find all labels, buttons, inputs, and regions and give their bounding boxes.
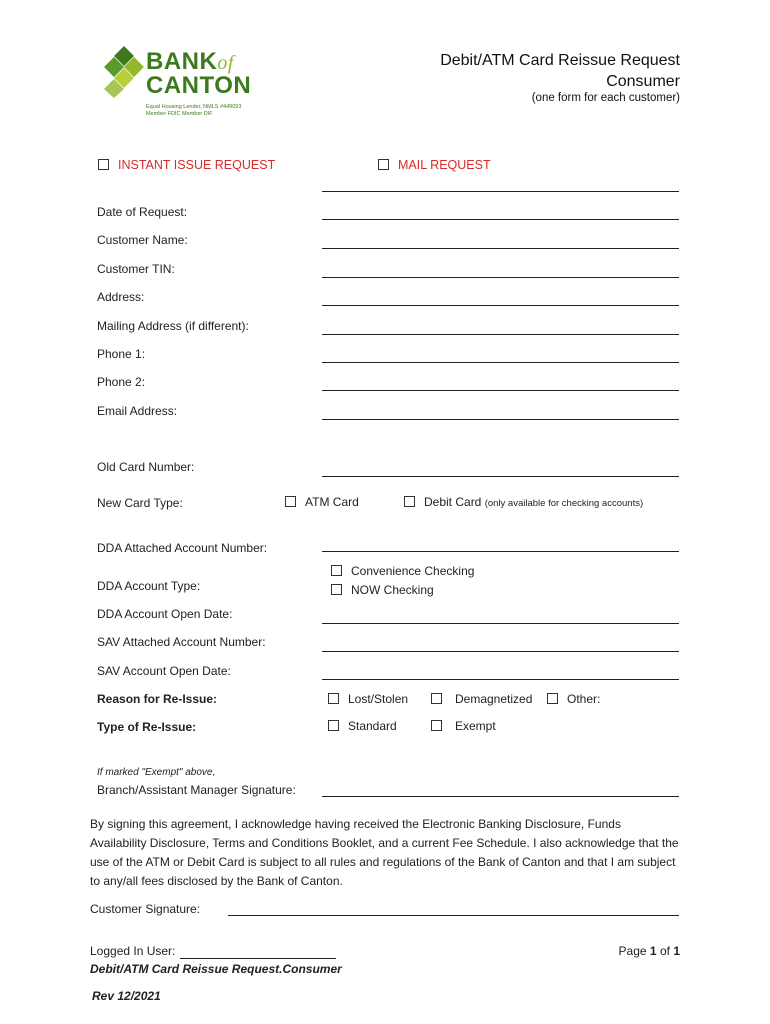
exempt-note: If marked "Exempt" above, xyxy=(97,767,216,778)
agreement-text: By signing this agreement, I acknowledge having received the Electronic Banking Disclosure, Funds Availability Disclosure, Terms and Conditions Booklet, and a current Fee Schedule. I also acknowledge that the use of the ATM or Debit Card is subject to all rules and regulations of the Bank of Canton and that I am subject to any/all fees disclosed by the Bank of Canton. xyxy=(90,817,679,888)
address-label: Address: xyxy=(97,290,145,304)
dda-number-field[interactable] xyxy=(322,551,679,552)
debit-card-checkbox[interactable] xyxy=(404,496,415,507)
debit-card-note: (only available for checking accounts) xyxy=(484,498,644,509)
email-field[interactable] xyxy=(322,419,679,420)
type-reissue-label: Type of Re-Issue: xyxy=(97,720,197,734)
reason-label: Reason for Re-Issue: xyxy=(97,692,218,706)
phone1-field[interactable] xyxy=(322,362,679,363)
exempt-option[interactable]: Exempt xyxy=(431,719,496,733)
instant-issue-checkbox[interactable] xyxy=(98,159,109,170)
phone2-label: Phone 2: xyxy=(97,375,146,389)
phone1-label: Phone 1: xyxy=(97,347,146,361)
form-name: Debit/ATM Card Reissue Request.Consumer xyxy=(90,962,342,976)
logo-tagline: Equal Housing Lender, NMLS #449093 Member FDIC Member DIF xyxy=(146,104,242,118)
customer-signature-label: Customer Signature: xyxy=(90,902,201,916)
sav-number-field[interactable] xyxy=(322,651,679,652)
mailing-field[interactable] xyxy=(322,334,679,335)
form-title: Debit/ATM Card Reissue Request Consumer xyxy=(440,52,680,90)
debit-card-option[interactable]: Debit Card (only available for checking accounts) xyxy=(404,495,643,509)
request-line[interactable] xyxy=(322,191,679,192)
now-checking-checkbox[interactable] xyxy=(331,584,342,595)
standard-option[interactable]: Standard xyxy=(328,719,397,733)
manager-signature-label: Branch/Assistant Manager Signature: xyxy=(97,783,296,797)
tin-field[interactable] xyxy=(322,277,679,278)
new-card-type-label: New Card Type: xyxy=(97,496,183,510)
atm-card-checkbox[interactable] xyxy=(285,496,296,507)
tin-label: Customer TIN: xyxy=(97,262,175,276)
form-subtitle: (one form for each customer) xyxy=(531,92,680,104)
dda-type-label: DDA Account Type: xyxy=(97,579,201,593)
exempt-checkbox[interactable] xyxy=(431,720,442,731)
name-field[interactable] xyxy=(322,248,679,249)
mailing-label: Mailing Address (if different): xyxy=(97,319,249,333)
other-option[interactable]: Other: xyxy=(547,692,600,706)
logged-in-field[interactable] xyxy=(180,958,336,959)
customer-signature-field[interactable] xyxy=(228,915,679,916)
manager-signature-field[interactable] xyxy=(322,796,679,797)
logged-in-label: Logged In User: xyxy=(90,944,176,958)
sav-open-field[interactable] xyxy=(322,679,679,680)
convenience-checking-option[interactable]: Convenience Checking xyxy=(331,564,474,578)
phone2-field[interactable] xyxy=(322,390,679,391)
dda-number-label: DDA Attached Account Number: xyxy=(97,541,268,555)
demagnetized-checkbox[interactable] xyxy=(431,693,442,704)
dda-open-field[interactable] xyxy=(322,623,679,624)
logo-bank-text: BANKof xyxy=(146,48,234,75)
mail-request-checkbox[interactable] xyxy=(378,159,389,170)
name-label: Customer Name: xyxy=(97,233,188,247)
date-field[interactable] xyxy=(322,219,679,220)
convenience-checking-checkbox[interactable] xyxy=(331,565,342,576)
other-checkbox[interactable] xyxy=(547,693,558,704)
instant-issue-option[interactable]: INSTANT ISSUE REQUEST xyxy=(98,158,275,172)
page-number: Page 1 of 1 xyxy=(618,944,680,958)
dda-open-label: DDA Account Open Date: xyxy=(97,607,233,621)
lost-stolen-option[interactable]: Lost/Stolen xyxy=(328,692,408,706)
lost-stolen-checkbox[interactable] xyxy=(328,693,339,704)
bank-logo-icon xyxy=(104,46,144,98)
email-label: Email Address: xyxy=(97,404,178,418)
mail-request-option[interactable]: MAIL REQUEST xyxy=(378,158,491,172)
address-field[interactable] xyxy=(322,305,679,306)
date-label: Date of Request: xyxy=(97,205,188,219)
now-checking-option[interactable]: NOW Checking xyxy=(331,583,434,597)
sav-number-label: SAV Attached Account Number: xyxy=(97,635,266,649)
old-card-label: Old Card Number: xyxy=(97,460,195,474)
atm-card-option[interactable]: ATM Card xyxy=(285,495,359,509)
sav-open-label: SAV Account Open Date: xyxy=(97,664,231,678)
standard-checkbox[interactable] xyxy=(328,720,339,731)
revision: Rev 12/2021 xyxy=(92,989,161,1003)
old-card-field[interactable] xyxy=(322,476,679,477)
logo-canton-text: CANTON xyxy=(146,72,252,99)
demagnetized-option[interactable]: Demagnetized xyxy=(431,692,532,706)
